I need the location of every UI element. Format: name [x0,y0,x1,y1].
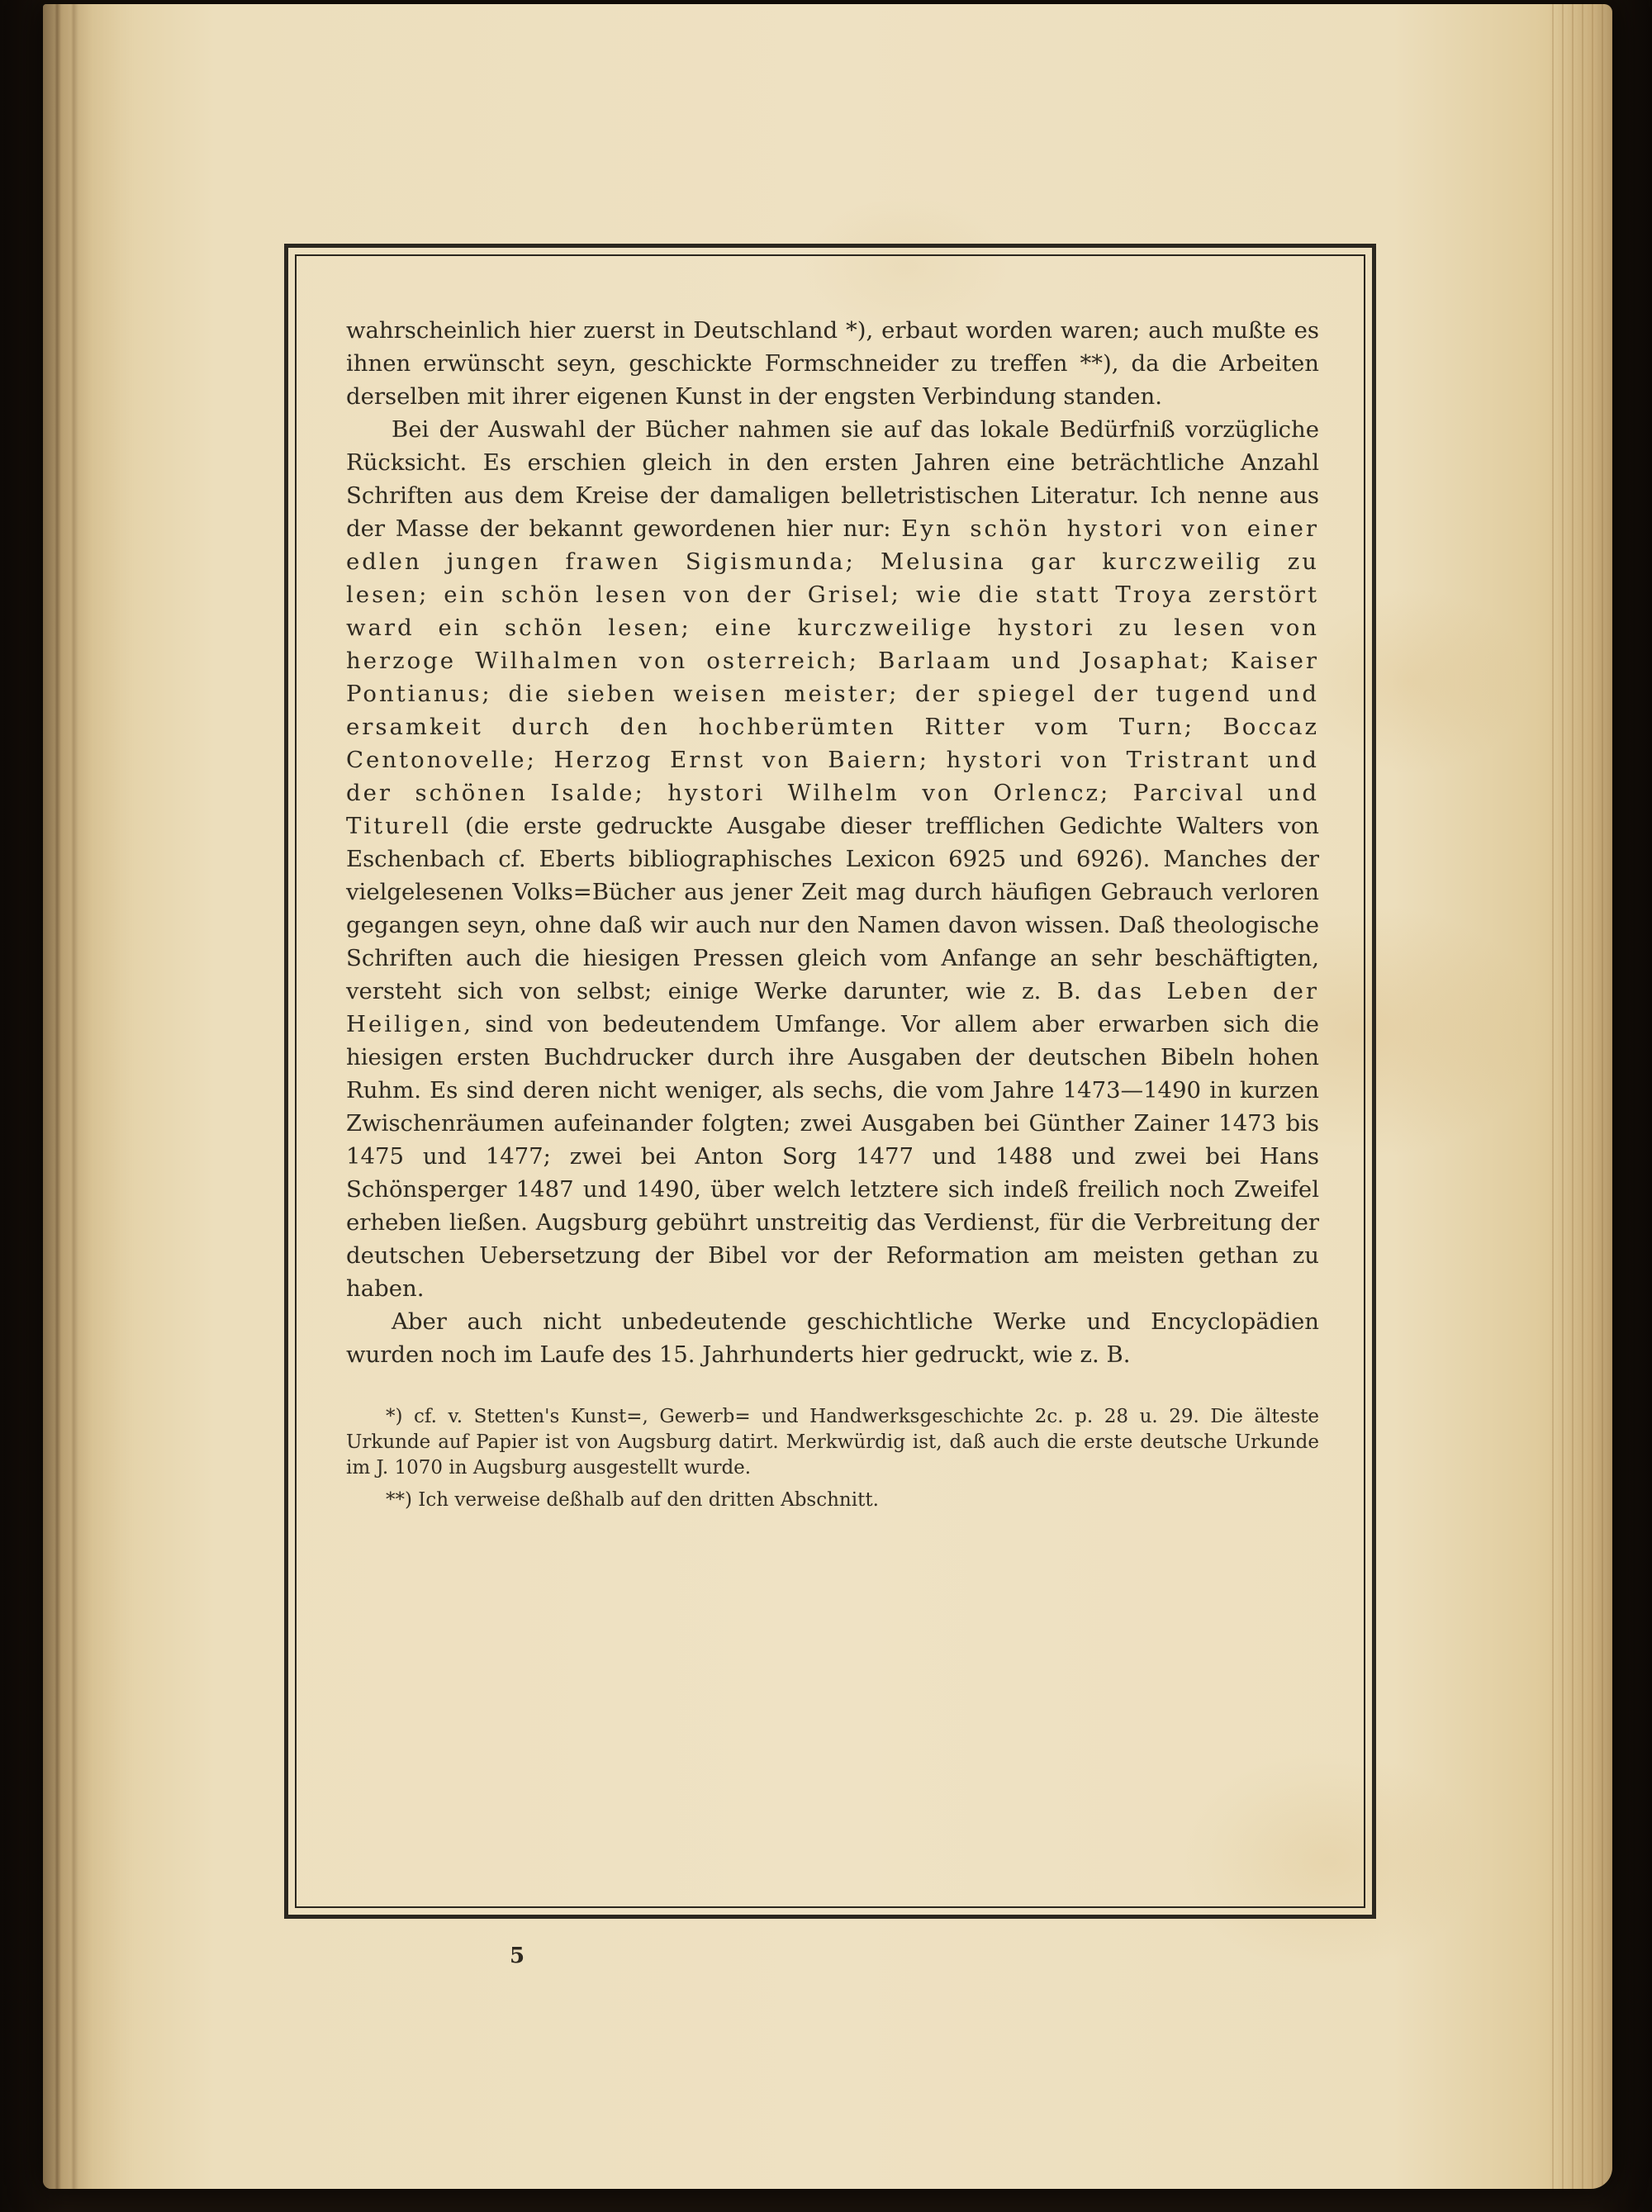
body-text-segment: (die erste gedruckte Ausgabe dieser trefflichen Gedichte Walters von Eschenbach cf. Eberts bibliographisches Lexicon 6925 und 6926). Manches der vielgelesenen Volks=Bücher aus jener Zeit mag durch häufigen Gebrauch verloren gegangen seyn, ohne daß wir auch nur den Namen davon wissen. Daß theologische Schriften auch die hiesigen Pressen gleich vom Anfange an sehr beschäftigten, versteht sich von selbst; einige Werke darunter, wie z. B. [346,813,1319,1004]
page-border-frame [284,244,1376,1919]
body-text-segment: , sind von bedeutendem Umfange. Vor allem aber erwarben sich die hiesigen ersten Buchdrucker durch ihre Ausgaben der deutschen Bibeln hohen Ruhm. Es sind deren nicht weniger, als sechs, die vom Jahre 1473—1490 in kurzen Zwischenräumen aufeinander folgten; zwei Ausgaben bei Günther Zainer 1473 bis 1475 und 1477; zwei bei Anton Sorg 1477 und 1488 und zwei bei Hans Schönsperger 1487 und 1490, über welch letztere sich indeß freilich noch Zweifel erheben ließen. Augsburg gebührt unstreitig das Verdienst, für die Verbreitung der deutschen Uebersetzung der Bibel vor der Reformation am meisten gethan zu haben. [346,1011,1319,1302]
book-title-spaced-text: Eyn schön hystori von einer edlen jungen frawen Sigismunda; Melusina gar kurczweilig zu lesen; ein schön lesen von der Grisel; wie die statt Troya zerstört ward ein schön lesen; eine kurczweilige hystori zu lesen von herzoge Wilhalmen von osterreich; Barlaam und Josaphat; Kaiser Pontianus; die sieben weisen meister; der spiegel der tugend und ersamkeit durch den hochberümten Ritter vom Turn; Boccaz Centonovelle; Herzog Ernst von Baiern; hystori von Tristrant und der schönen Isalde; hystori Wilhelm von Orlencz; Parcival und Titurell [346,515,1319,839]
footnote-marker: **) [386,1489,419,1511]
book-page [43,4,1612,2189]
body-text-segment: Aber auch nicht unbedeutende geschichtliche Werke und Encyclopädien wurden noch im Laufe des 15. Jahrhunderts hier gedruckt, wie z. B. [346,1308,1319,1368]
paragraph [346,413,1319,1305]
page-number: 5 [510,1944,525,1968]
page-border-frame-inner [295,254,1365,1908]
body-text-segment: Bei der Auswahl der Bücher nahmen sie auf das lokale Bedürfniß vorzügliche Rücksicht. Es erschien gleich in den ersten Jahren eine beträchtliche Anzahl Schriften aus dem Kreise der damaligen belletristischen Literatur. Ich nenne aus der Masse der bekannt gewordenen hier nur: [346,416,1319,542]
body-text [346,314,1319,1371]
footnotes [346,1404,1319,1513]
footnote [346,1404,1319,1481]
paragraph [346,314,1319,413]
footnote [346,1488,1319,1513]
book-spine-fold [43,4,134,2189]
book-title-spaced-text: das Leben der Heiligen [346,978,1319,1037]
footnote-marker: *) [386,1406,415,1427]
footnote-text: Ich verweise deßhalb auf den dritten Abschnitt. [418,1489,879,1511]
footnote-text: cf. v. Stetten's Kunst=, Gewerb= und Handwerksgeschichte 2c. p. 28 u. 29. Die älteste Urkunde auf Papier ist von Augsburg datirt. Merkwürdig ist, daß auch die erste deutsche Urkunde im J. 1070 in Augsburg ausgestellt wurde. [346,1406,1319,1479]
body-text-segment: wahrscheinlich hier zuerst in Deutschland *), erbaut worden waren; auch mußte es ihnen erwünscht seyn, geschickte Formschneider zu treffen **), da die Arbeiten derselben mit ihrer eigenen Kunst in der engsten Verbindung standen. [346,317,1319,410]
stacked-page-edges [1548,4,1612,2189]
paragraph [346,1305,1319,1371]
